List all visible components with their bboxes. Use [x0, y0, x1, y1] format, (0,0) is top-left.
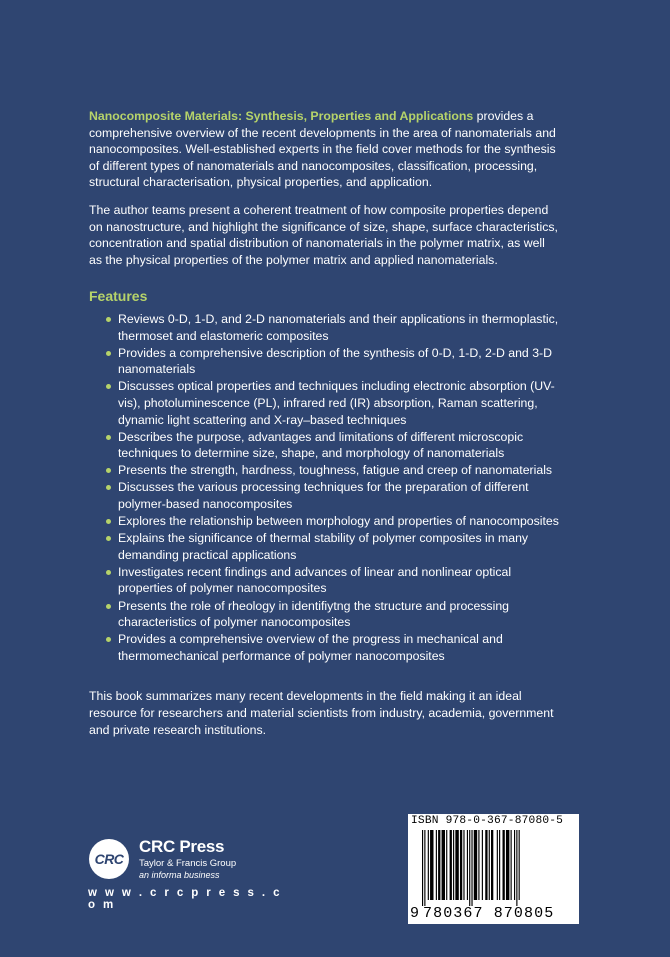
bullet-icon [106, 435, 111, 440]
feature-text: Reviews 0-D, 1-D, and 2-D nanomaterials and their applications in thermoplastic, thermoset and elastomeric composites [118, 311, 559, 343]
feature-text: Describes the purpose, advantages and limitations of different microscopic techniques to determine size, shape, and morphology of nanomaterials [118, 429, 524, 461]
bullet-icon [106, 468, 111, 473]
feature-item [89, 429, 559, 462]
feature-item [89, 530, 559, 563]
publisher-logo [87, 836, 287, 926]
feature-item [89, 462, 559, 479]
intro-paragraph-1-text: provides a comprehensive overview of the recent developments in the area of nanomaterials and nanocomposites. Well-established experts in the field cover methods for the synthesis of different types of nanomaterials and nanocomposites, classification, processing, structural characterisation, physical properties, and application. [89, 109, 556, 190]
feature-item [89, 345, 559, 378]
feature-text: Presents the strength, hardness, toughness, fatigue and creep of nanomaterials [118, 463, 553, 478]
back-cover-text [89, 108, 559, 738]
publisher-tagline: an informa business [139, 870, 220, 880]
closing-section [89, 688, 559, 738]
intro-paragraph-1 [89, 108, 559, 191]
barcode-lead-digit: 9 [410, 905, 420, 922]
barcode-digits: 780367 870805 [423, 905, 555, 922]
publisher-name: CRC Press [139, 837, 225, 856]
feature-text: Presents the role of rheology in identifiytng the structure and processing characteristics of polymer nanocomposites [118, 598, 509, 630]
feature-text: Discusses optical properties and techniques including electronic absorption (UV-vis), photoluminescence (PL), infrared red (IR) absorption, Raman scattering, dynamic light scattering and X-ray–based techniques [118, 379, 555, 427]
intro-section [89, 108, 559, 268]
bullet-icon [106, 384, 111, 389]
feature-item [89, 631, 559, 664]
bullet-icon [106, 637, 111, 642]
feature-item [89, 311, 559, 344]
crc-logo-icon: CRC [89, 839, 129, 879]
bullet-icon [106, 519, 111, 524]
publisher-group: Taylor & Francis Group [139, 858, 237, 869]
feature-item [89, 564, 559, 597]
feature-item [89, 378, 559, 428]
feature-text: Explains the significance of thermal stability of polymer composites in many demanding practical applications [118, 531, 529, 562]
publisher-url: w w w . c r c p r e s s . c o m [88, 887, 282, 911]
bullet-icon [106, 570, 111, 575]
closing-paragraph: This book summarizes many recent developments in the field making it an ideal resource for researchers and material scientists from industry, academia, government and private research institutions. [89, 689, 554, 737]
bullet-icon [106, 351, 111, 356]
feature-text: Provides a comprehensive description of the synthesis of 0-D, 1-D, 2-D and 3-D nanomaterials [118, 345, 553, 377]
feature-text: Investigates recent findings and advances of linear and nonlinear optical properties of polymer nanocomposites [118, 564, 512, 596]
intro-paragraph-2: The author teams present a coherent treatment of how composite properties depend on nanostructure, and highlight the significance of size, shape, surface characteristics, concentration and spatial distribution of nanomaterials in the polymer matrix, as well as the physical properties of the polymer matrix and applied nanomaterials. [89, 202, 558, 267]
features-heading: Features [89, 288, 148, 305]
isbn-barcode [408, 814, 579, 924]
feature-text: Discusses the various processing techniques for the preparation of different polymer-based nanocomposites [118, 480, 529, 511]
bullet-icon [106, 317, 111, 322]
bullet-icon [106, 485, 111, 490]
feature-text: Provides a comprehensive overview of the progress in mechanical and thermomechanical performance of polymer nanocomposites [118, 632, 503, 663]
bullet-icon [106, 604, 111, 609]
feature-item [89, 479, 559, 512]
feature-item [89, 598, 559, 631]
isbn-label: ISBN 978-0-367-87080-5 [411, 815, 564, 827]
features-list [89, 311, 559, 664]
book-title: Nanocomposite Materials: Synthesis, Properties and Applications [89, 109, 474, 123]
bullet-icon [106, 536, 111, 541]
feature-text: Explores the relationship between morphology and properties of nanocomposites [118, 514, 559, 529]
barcode-bars-icon [422, 830, 574, 906]
feature-item [89, 513, 559, 530]
